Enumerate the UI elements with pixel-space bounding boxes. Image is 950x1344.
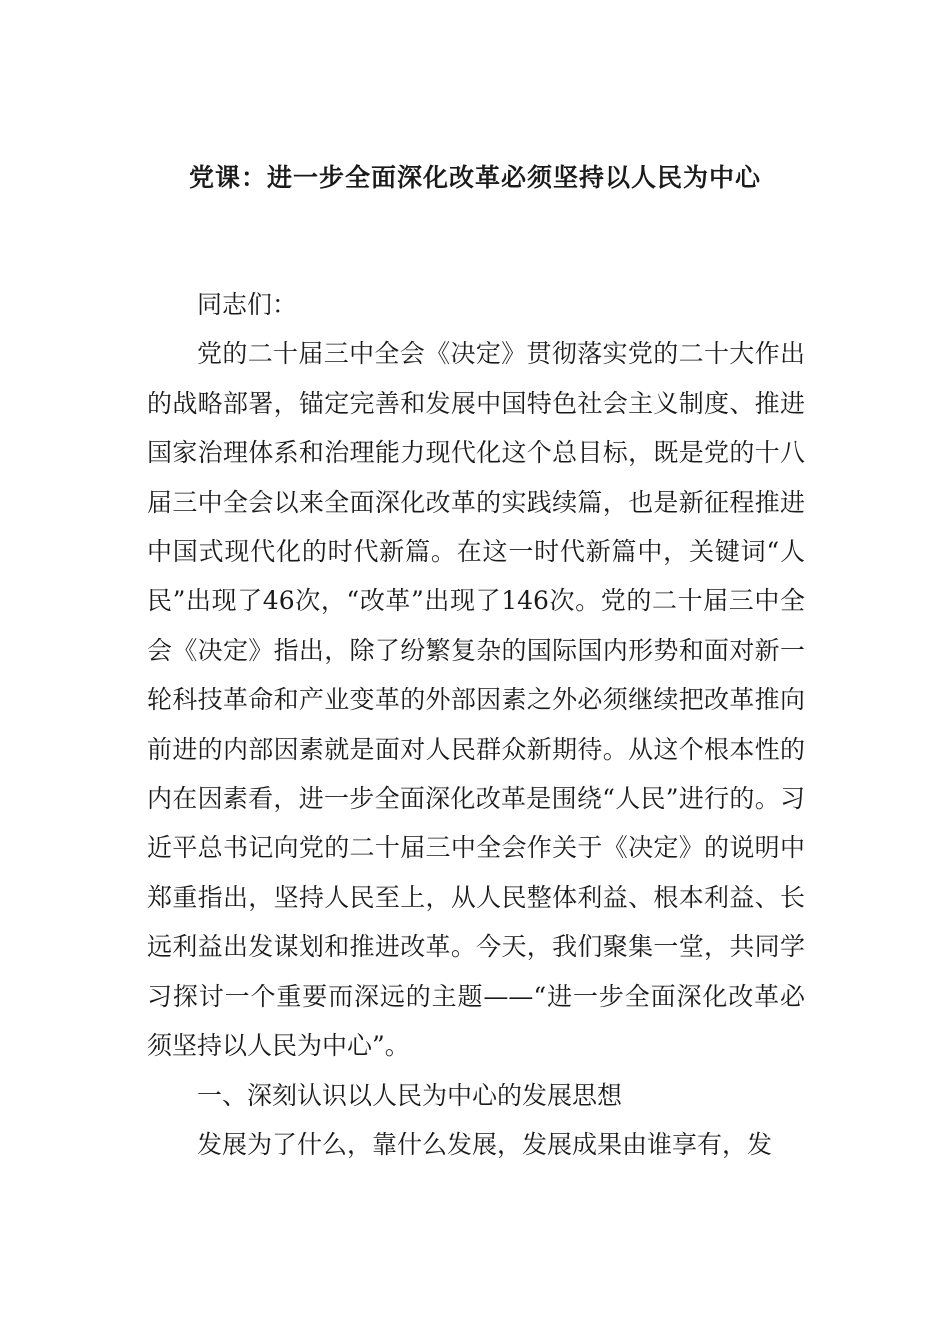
salutation: 同志们： (197, 290, 298, 319)
section-heading: 一、深刻认识以人民为中心的发展思想 (197, 1080, 623, 1110)
document-title: 党课：进一步全面深化改革必须坚持以人民为中心 (188, 163, 761, 192)
document-body (147, 280, 805, 1169)
body-paragraph: 党的二十届三中全会《决定》贯彻落实党的二十大作出的战略部署，锚定完善和发展中国特色社会主义制度、推进国家治理体系和治理能力现代化这个总目标，既是党的十八届三中全会以来全面深化改革的实践续篇，也是新征程推进中国式现代化的时代新篇。在这一时代新篇中，关键词“人民”出现了46次，“改革”出现了146次。党的二十届三中全会《决定》指出，除了纷繁复杂的国际国内形势和面对新一轮科技革命和产业变革的外部因素之外必须继续把改革推向前进的内部因素就是面对人民群众新期待。从这个根本性的内在因素看，进一步全面深化改革是围绕“人民”进行的。习近平总书记向党的二十届三中全会作关于《决定》的说明中郑重指出，坚持人民至上，从人民整体利益、根本利益、长远利益出发谋划和推进改革。今天，我们聚集一堂，共同学习探讨一个重要而深远的主题——“进一步全面深化改革必须坚持以人民为中心”。 (147, 339, 805, 1061)
body-paragraph: 发展为了什么，靠什么发展，发展成果由谁享有，发 (197, 1129, 773, 1159)
